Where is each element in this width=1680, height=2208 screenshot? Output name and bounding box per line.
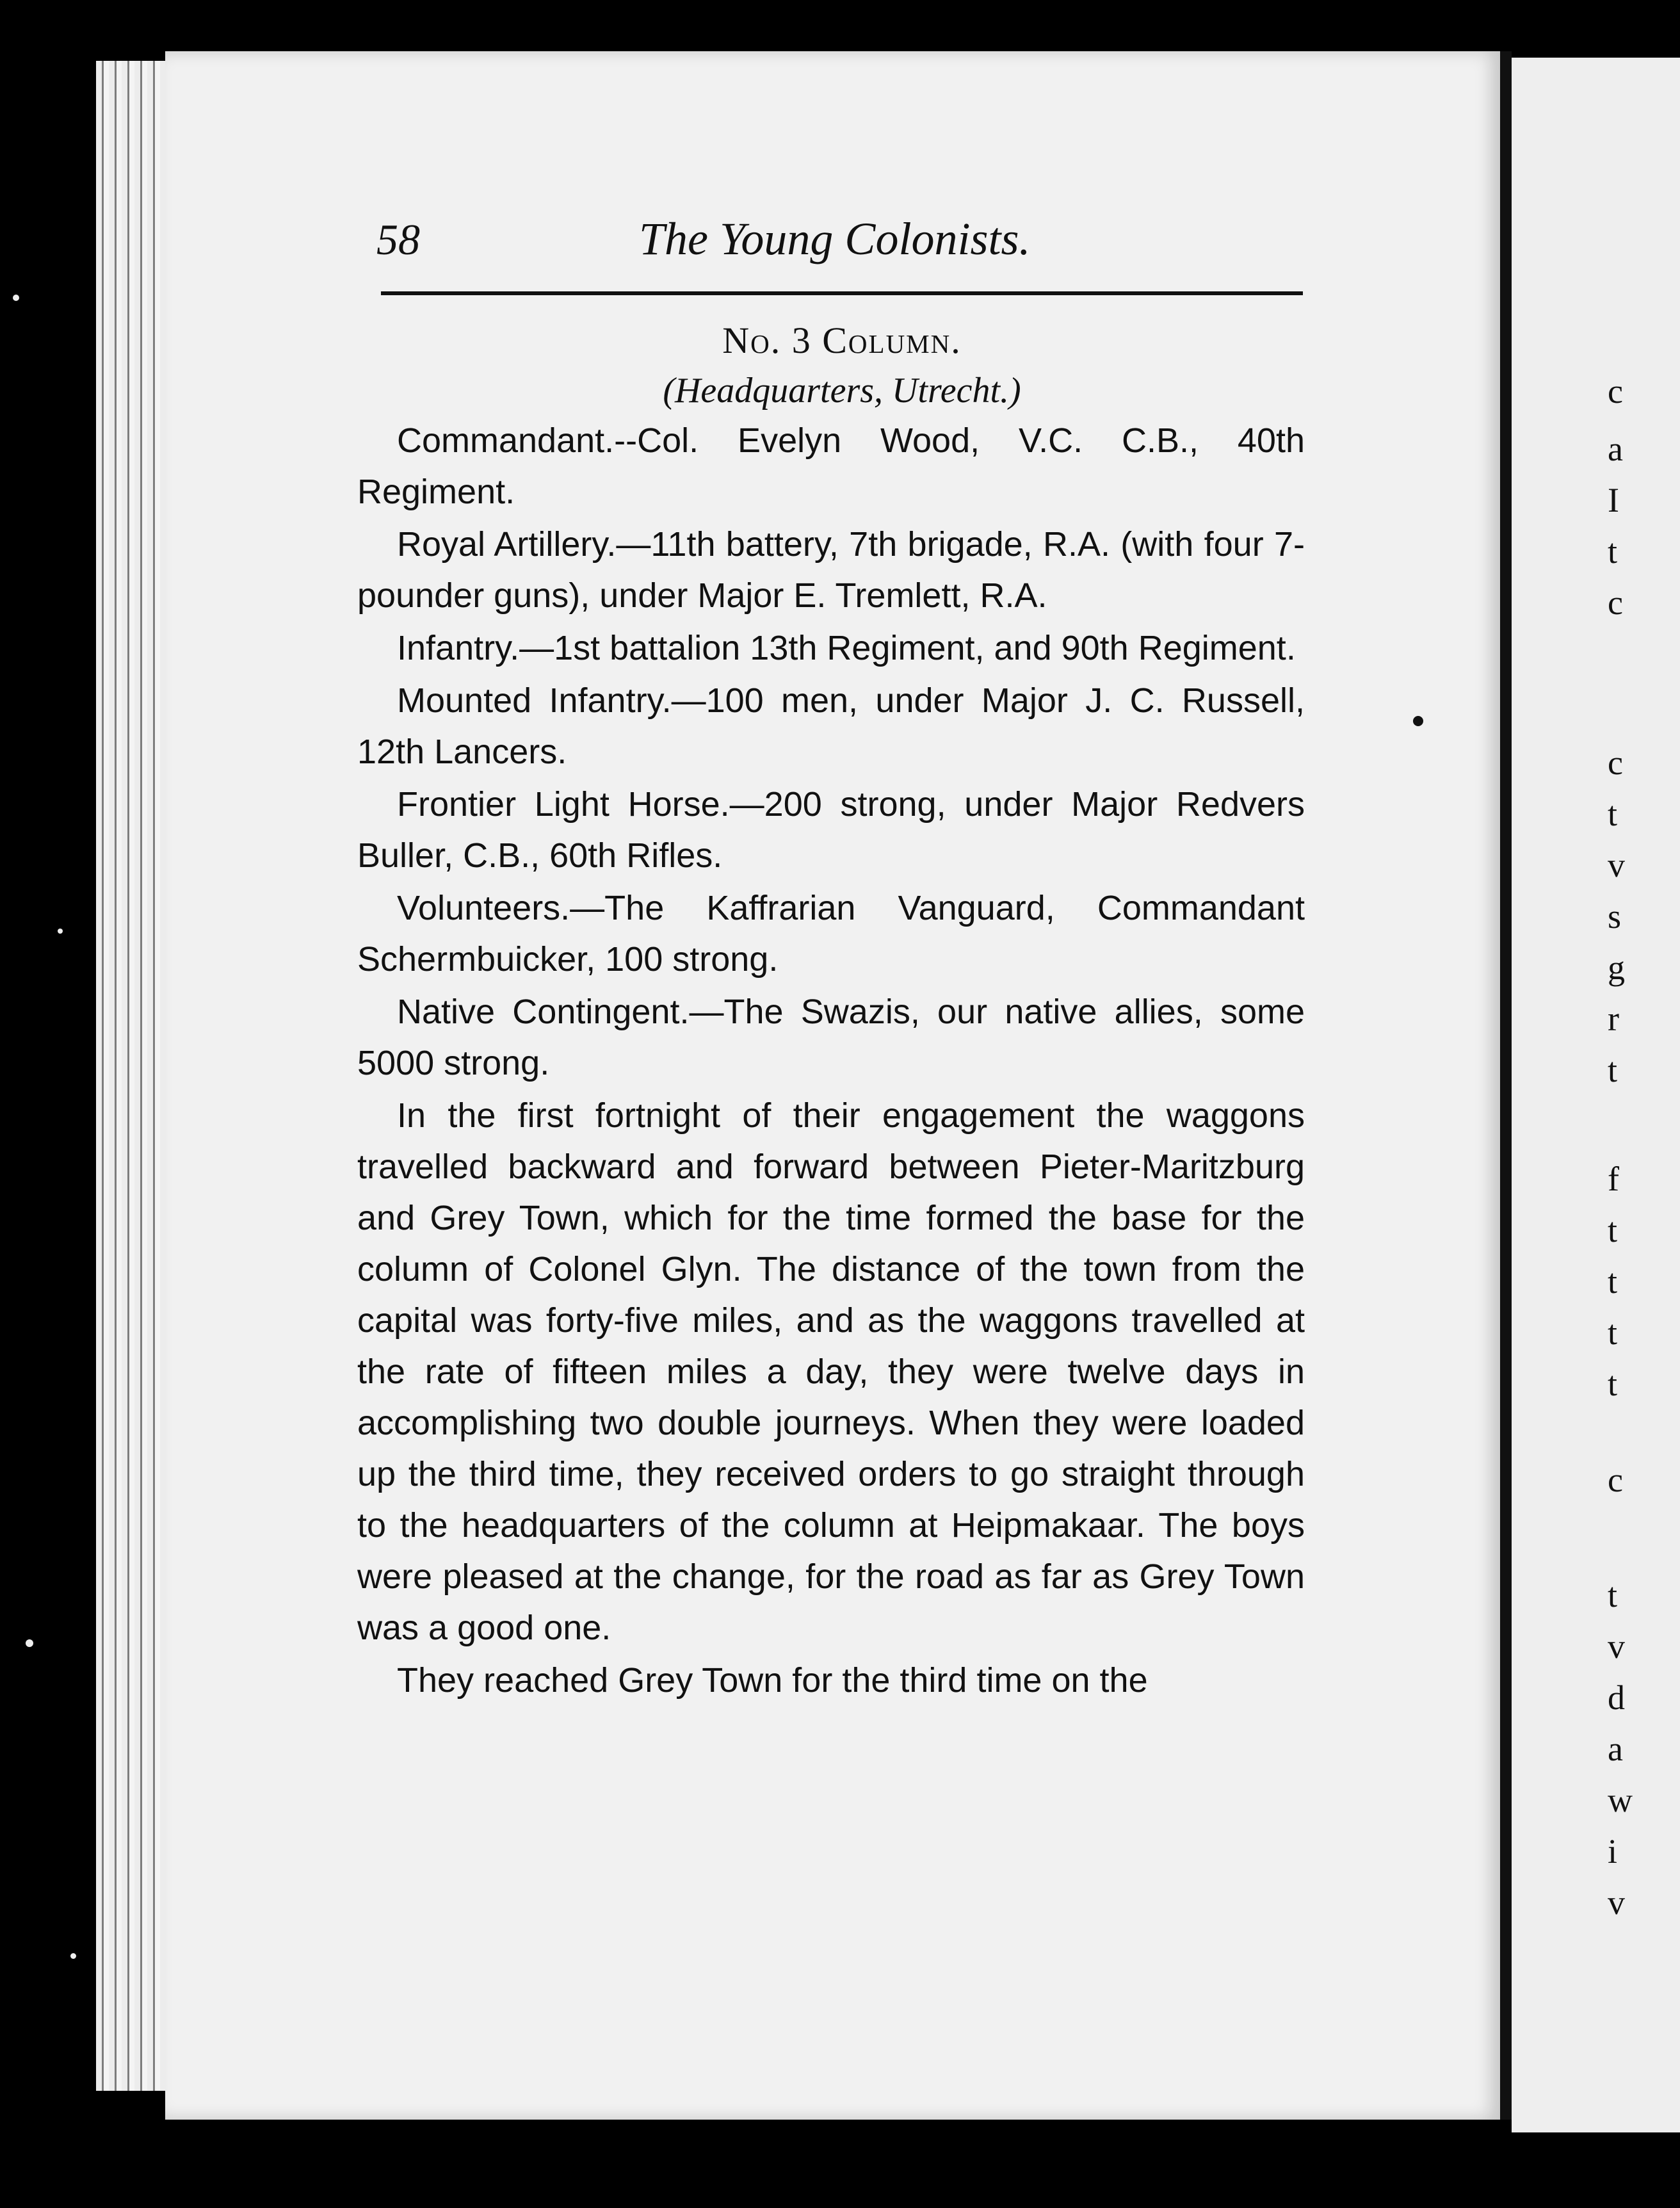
facing-page-letter: a <box>1608 1730 1623 1768</box>
paragraph-infantry: Infantry.—1st battalion 13th Regiment, and 90th Regiment. <box>397 629 1296 667</box>
paragraph-frontier-light-horse: Frontier Light Horse.—200 strong, under Major Redvers Buller, C.B., 60th Rifles. <box>357 785 1305 875</box>
paragraph-commandant: Commandant.--Col. Evelyn Wood, V.C. C.B., 40th Regiment. <box>357 421 1305 511</box>
paragraph-narrative: In the first fortnight of their engagement the waggons travelled backward and forward between Pieter-Maritzburg and Grey Town, which for the time formed the base for the column of Colonel Glyn. The distance of the town from the capital was forty-five miles, and as the waggons travelled at the rate of fifteen miles a day, they were twelve days in accomplishing two double journeys. When they were loaded up the third time, they received orders to go straight through to the headquarters of the column at Heipmakaar. The boys were pleased at the change, for the road as far as Grey Town was a good one. <box>357 1096 1305 1647</box>
facing-page-letter: t <box>1608 1313 1618 1352</box>
facing-page-letter: c <box>1608 1461 1623 1499</box>
scan-speck <box>26 1639 33 1647</box>
facing-page-letter: v <box>1608 846 1625 884</box>
facing-page-letter: I <box>1608 481 1619 519</box>
header-rule <box>381 291 1303 295</box>
paragraph-mounted-infantry: Mounted Infantry.—100 men, under Major J. C. Russell, 12th Lancers. <box>357 681 1305 771</box>
running-title: The Young Colonists. <box>639 213 1031 264</box>
facing-page-letter: s <box>1608 897 1622 936</box>
page-number: 58 <box>376 215 420 264</box>
section-heading: No. 3 Column. <box>722 320 962 361</box>
facing-page-letter: c <box>1608 583 1623 622</box>
facing-page-letter: t <box>1608 532 1618 571</box>
facing-page-letter: t <box>1608 1576 1618 1614</box>
facing-page-letter: v <box>1608 1627 1625 1666</box>
facing-page-letter: g <box>1608 948 1625 987</box>
paragraph-volunteers: Volunteers.—The Kaffrarian Vanguard, Commandant Schermbuicker, 100 strong. <box>357 889 1305 978</box>
facing-page-letter: w <box>1608 1781 1633 1819</box>
ink-speck <box>1413 716 1423 726</box>
scan-speck <box>58 929 63 934</box>
facing-page-letter: t <box>1608 1262 1618 1301</box>
facing-page-letter: v <box>1608 1883 1625 1922</box>
facing-page-letter: t <box>1608 1051 1618 1089</box>
scan-speck <box>70 1953 76 1959</box>
paragraph-native-contingent: Native Contingent.—The Swazis, our native allies, some 5000 strong. <box>357 993 1305 1082</box>
scan-speck <box>13 295 19 301</box>
body-text <box>357 415 1305 1707</box>
facing-page-letter: a <box>1608 430 1623 468</box>
facing-page-letter: f <box>1608 1160 1619 1198</box>
book-page-edges <box>96 61 172 2091</box>
book-gutter <box>1500 51 1512 2120</box>
paragraph-continuation: They reached Grey Town for the third time on the <box>397 1661 1148 1700</box>
section-subheading: (Headquarters, Utrecht.) <box>663 371 1021 410</box>
facing-page <box>1512 58 1680 2132</box>
facing-page-letter: d <box>1608 1678 1625 1717</box>
facing-page-letter: c <box>1608 372 1623 410</box>
facing-page-letter: c <box>1608 743 1623 782</box>
facing-page-letter: t <box>1608 795 1618 833</box>
facing-page-letter: t <box>1608 1365 1618 1403</box>
paragraph-royal-artillery: Royal Artillery.—11th battery, 7th brigade, R.A. (with four 7-pounder guns), under Major E. Tremlett, R.A. <box>357 525 1305 615</box>
facing-page-letter: r <box>1608 1000 1619 1038</box>
facing-page-letter: t <box>1608 1211 1618 1249</box>
facing-page-letter: i <box>1608 1832 1618 1871</box>
